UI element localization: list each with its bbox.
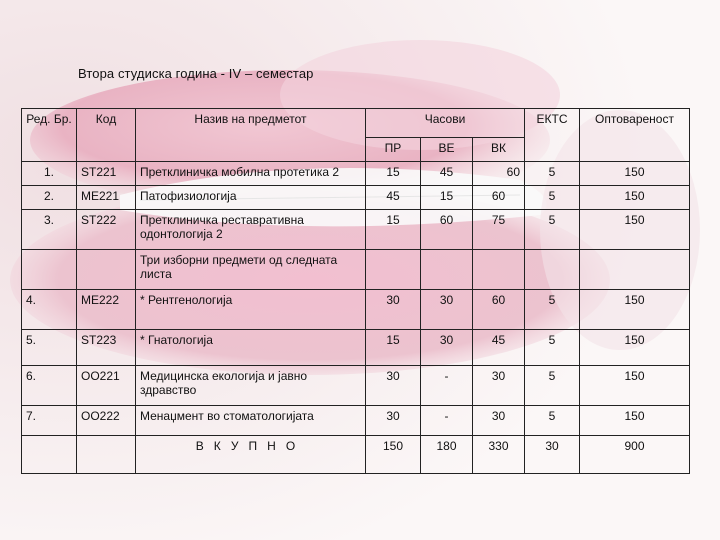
row-name: * Гнатологија [136,330,366,366]
row-no: 7. [22,406,77,436]
row-code: ST222 [77,210,136,250]
total-vk: 330 [473,436,525,474]
total-row [22,436,690,474]
row-name: Претклиничка мобилна протетика 2 [136,162,366,186]
row-vk [473,250,525,290]
row-vk: 60 [473,290,525,330]
row-pr [366,250,421,290]
row-code: OO222 [77,406,136,436]
row-load [580,250,690,290]
header-code: Код [77,109,136,162]
row-ve: 45 [421,162,473,186]
total-ve: 180 [421,436,473,474]
row-vk: 30 [473,406,525,436]
row-vk: 45 [473,330,525,366]
row-name: * Рентгенологија [136,290,366,330]
table-row [22,162,690,186]
row-code [77,250,136,290]
row-ects: 5 [525,366,580,406]
row-vk: 60 [473,186,525,210]
header-pr: ПР [366,138,421,162]
header-no: Ред. Бр. [22,109,77,162]
elective-heading-row [22,250,690,290]
row-vk: 30 [473,366,525,406]
row-ects: 5 [525,290,580,330]
row-vk: 60 [473,162,525,186]
row-ve: - [421,366,473,406]
table-row [22,406,690,436]
row-load: 150 [580,162,690,186]
row-load: 150 [580,406,690,436]
row-code: ST223 [77,330,136,366]
row-load: 150 [580,210,690,250]
row-code: ME221 [77,186,136,210]
row-pr: 30 [366,290,421,330]
header-name: Назив на предметот [136,109,366,162]
row-pr: 30 [366,366,421,406]
table-row [22,186,690,210]
row-no [22,250,77,290]
row-no: 3. [22,210,77,250]
table-row [22,290,690,330]
row-pr: 15 [366,330,421,366]
row-pr: 15 [366,162,421,186]
total-label: ВКУПНО [136,436,366,474]
row-ects: 5 [525,330,580,366]
header-hours: Часови [366,109,525,138]
row-load: 150 [580,186,690,210]
row-load: 150 [580,330,690,366]
row-no: 5. [22,330,77,366]
row-no: 2. [22,186,77,210]
row-code [77,436,136,474]
row-ects: 5 [525,210,580,250]
header-ects: ЕКТС [525,109,580,162]
row-code: ST221 [77,162,136,186]
row-name: Медицинска екологија и јавно здравство [136,366,366,406]
row-load: 150 [580,366,690,406]
header-row [22,109,690,138]
row-load: 150 [580,290,690,330]
row-no: 6. [22,366,77,406]
row-pr: 30 [366,406,421,436]
row-name: Патофизиологија [136,186,366,210]
row-code: ME222 [77,290,136,330]
header-ve: ВЕ [421,138,473,162]
table-row [22,366,690,406]
row-ve: 60 [421,210,473,250]
header-vk: ВК [473,138,525,162]
row-ve: 15 [421,186,473,210]
row-no [22,436,77,474]
table-row [22,330,690,366]
total-load: 900 [580,436,690,474]
row-vk: 75 [473,210,525,250]
row-no: 4. [22,290,77,330]
row-ve [421,250,473,290]
page-title: Втора студиска година - IV – семестар [78,66,314,81]
row-ects: 5 [525,406,580,436]
row-name: Претклиничка реставративна одонтологија 2 [136,210,366,250]
row-ve: - [421,406,473,436]
row-pr: 45 [366,186,421,210]
row-no: 1. [22,162,77,186]
row-ve: 30 [421,330,473,366]
row-ve: 30 [421,290,473,330]
row-code: OO221 [77,366,136,406]
table-row [22,210,690,250]
curriculum-table [21,108,690,474]
row-ects [525,250,580,290]
total-pr: 150 [366,436,421,474]
row-name: Менаџмент во стоматологијата [136,406,366,436]
elective-heading: Три изборни предмети од следната листа [136,250,366,290]
header-load: Оптовареност [580,109,690,162]
total-ects: 30 [525,436,580,474]
row-ects: 5 [525,162,580,186]
row-pr: 15 [366,210,421,250]
row-ects: 5 [525,186,580,210]
